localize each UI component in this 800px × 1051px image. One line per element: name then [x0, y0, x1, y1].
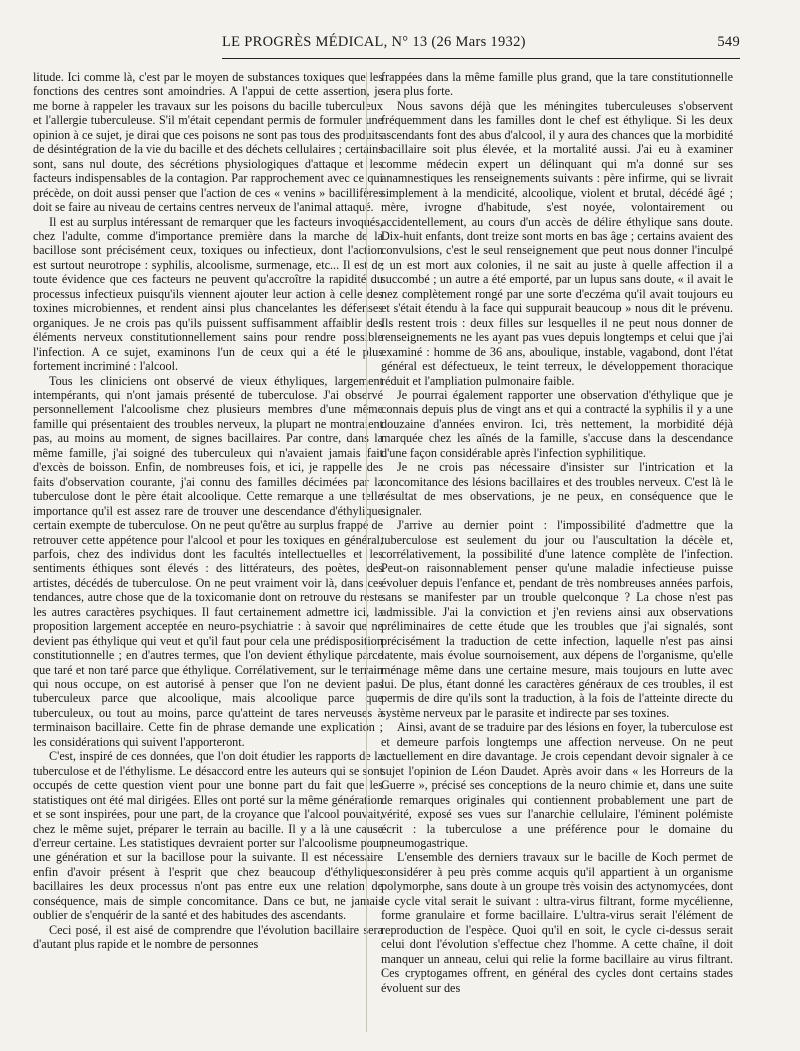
paragraph: L'ensemble des derniers travaux sur le bacille de Koch permet de considérer à peu près comme acquis qu'il appartient à un organisme polymorphe, sans doute à un groupe très voisin des actynomycées, dont le cycle vital serait le suivant : ultra-virus filtrant, forme mycélienne, forme granulaire et forme bacillaire. L'ultra-virus serait l'élément de reproduction de l'espèce. Quoi qu'il en soit, le cycle ci-dessus serait celui dont l'évolution s'effectue chez l'homme. A cette chaîne, il doit manquer un anneau, celui qui relie la forme bacillaire au virus filtrant. Ces cryptogames offrent, en général des cycles dont certains stades évoluent sur des [381, 850, 733, 995]
running-header [222, 34, 740, 56]
paragraph: frappées dans la même famille plus grand, que la tare constitutionnelle sera plus forte. [381, 70, 733, 99]
paragraph: Ainsi, avant de se traduire par des lésions en foyer, la tuberculose est et demeure parfois longtemps une affection nerveuse. On ne peut actuellement en dire davantage. Je crois cependant devoir signaler à ce sujet l'opinion de Léon Daudet. Après avoir dans « les Horreurs de la Guerre », précisé ses conceptions de la neuro chimie et, dans une suite de remarques originales qui contiennent probablement une part de vérité, exposé ses vues sur l'anarchie cellulaire, l'éminent polémiste écrit : la tuberculose a une préférence pour le domaine du pneumogastrique. [381, 720, 733, 851]
right-column [381, 70, 733, 1040]
paragraph: J'arrive au dernier point : l'impossibilité d'admettre que la tuberculose est seulement du jour ou l'auscultation la décèle et, corrélativement, la possibilité d'une latence complète de l'infection. Peut-on raisonnablement penser qu'une maladie infectieuse puisse évoluer depuis l'enfance et, pendant de très nombreuses années parfois, sans se manifester par un trouble quelconque ? La chose n'est pas admissible. J'ai la conviction et j'en reviens ainsi aux observations préliminaires de cette étude que les troubles que j'ai signalés, sont précisément la traduction de cette infection, laquelle n'est pas ainsi latente, mais évolue sournoisement, aux dépens de l'organisme, qu'elle ménage même dans une certaine mesure, mais toujours en lutte avec lui. De plus, étant donné les caractères généraux de ces troubles, il est permis de dire qu'ils sont la traduction, à la fois de l'atteinte directe du système nerveux par le parasite et indirecte par ses toxines. [381, 518, 733, 720]
paragraph: Nous savons déjà que les méningites tuberculeuses s'observent fréquemment dans les familles dont le chef est éthylique. Si les deux ascendants font des abus d'alcool, il y aura des chances que la morbidité bacillaire soit plus élevée, et la mortalité aussi. J'ai eu à examiner comme médecin expert un délinquant qui m'a donné sur ses anamnestiques les renseignements suivants : père infirme, qui se livrait simplement à la mendicité, alcoolique, violent et brutal, décédé âgé ; mère, ivrogne d'habitude, s'est noyée, volontairement ou accidentellement, au cours d'un accès de délire éthylique sans doute. Dix-huit enfants, dont treize sont morts en bas âge ; certains avaient des convulsions, c'est le seul renseignement que peut nous donner l'inculpé ; un est mort aux colonies, il ne sait au juste à quelle affection il a succombé ; un autre a été emporté, par un lupus sans doute, « il avait le nez complètement rongé par une sorte d'eczéma qu'il avait toujours eu et s'était étendu à la face qui suppurait beaucoup » nous dit le prévenu. Ils restent trois : deux filles sur lesquelles il ne peut nous donner de renseignements ne les ayant pas vues depuis longtemps et celui que j'ai examiné : homme de 36 ans, aboulique, instable, vagabond, dont l'état général est défectueux, le teint terreux, le développement thoracique réduit et l'ampliation pulmonaire faible. [381, 98, 733, 388]
journal-title: LE PROGRÈS MÉDICAL, N° 13 (26 Mars 1932) [222, 34, 526, 50]
paragraph: Tous les cliniciens ont observé de vieux éthyliques, largement intempérants, qui n'ont jamais présenté de tuberculose. J'ai observé personnellement l'alcoolisme chez plusieurs membres d'une même famille qui présentaient des troubles nerveux, la plupart ne montraient pas, au moins au moment, de signes bacillaires. Par contre, dans la même famille, j'ai soigné des tuberculeux qui n'avaient jamais fait d'excès de boisson. Enfin, de nombreuses fois, et ici, je rappelle des faits d'observation courante, j'ai connu des familles décimées par la tuberculose dont le père était alcoolique. Cette remarque a une telle importance qu'il est assez rare de trouver une descendance d'éthylique certain exempte de tuberculose. On ne peut qu'être au surplus frappé de retrouver cette appétence pour l'alcool et pour les toxiques en général, parfois, chez des individus dont les facultés intellectuelles et les sentiments éthiques sont élevés : des littérateurs, des poètes, des artistes, décédés de tuberculose. On ne peut vraiment voir là, dans ces tendances, autre chose que de la toxicomanie dont on retrouve du reste les autres caractères psychiques. Il faut certainement admettre ici, la proposition largement acceptée en neuro-psychiatrie : à savoir que ne devient pas éthylique qui veut et qu'il faut pour cela une prédisposition constitutionnelle ; en d'autres termes, que l'on devient éthylique parce que taré et non taré parce que éthylique. Corrélativement, sur le terrain qui nous occupe, on est autorisé à penser que l'on ne devient pas tuberculeux parce que alcoolique, mais alcoolique parce que tuberculeux, ou tout au moins, parce qu'atteint de tares nerveuses à terminaison bacillaire. Cette fin de phrase demande une explication ; les considérations qui suivent l'apporteront. [33, 373, 383, 749]
page-number: 549 [717, 34, 740, 50]
paragraph: Il est au surplus intéressant de remarquer que les facteurs invoqués, chez l'adulte, comme d'importance première dans la marche de la bacillose sont précisément ceux, toxiques ou infectieux, dont l'action est surtout neurotrope : syphilis, alcoolisme, surmenage, etc... Il est de toute évidence que ces facteurs ne peuvent qu'accroître la rapidité du processus infectieux puisqu'ils viennent ajouter leur action à celle des toxines microbiennes, et rendent ainsi plus chancelantes les défenses organiques. Je ne crois pas qu'ils puissent suffisamment affaiblir des éléments nerveux constitutionnellement sains pour rendre possible l'infection. A ce sujet, examinons l'un de ceux qui a été le plus fortement incriminé : l'alcool. [33, 214, 383, 374]
paragraph: C'est, inspiré de ces données, que l'on doit étudier les rapports de la tuberculose et de l'éthylisme. Le désaccord entre les auteurs qui se sont occupés de cette question vient pour une bonne part du fait que les statistiques ont été mal dirigées. Elles ont porté sur la même génération et se sont inspirées, pour une part, de la croyance que l'alcool pouvait, chez le même sujet, préparer le terrain au bacille. Il y a là une cause d'erreur certaine. Les statistiques devraient porter sur l'alcoolisme pour une génération et sur la bacillose pour la suivante. Il est nécessaire enfin d'avoir présent à l'esprit que chez beaucoup d'éthyliques bacillaires les deux processus n'ont pas entre eux une relation de conséquence, mais de simple concomitance. Dans ce but, ne jamais oublier de s'enquérir de la santé et des habitudes des ascendants. [33, 749, 383, 923]
header-rule [222, 58, 740, 59]
paragraph: Je ne crois pas nécessaire d'insister sur l'intrication et la concomitance des lésions bacillaires et des troubles nerveux. C'est là le résultat de mes observations, je ne peux, en conséquence que le signaler. [381, 460, 733, 518]
column-divider [366, 72, 367, 1032]
paragraph: Ceci posé, il est aisé de comprendre que l'évolution bacillaire sera d'autant plus rapide et le nombre de personnes [33, 922, 383, 952]
paragraph: Je pourrai également rapporter une observation d'éthylique que je connais depuis plus de vingt ans et qui a contracté la syphilis il y a une douzaine d'années environ. Ici, très nettement, la morbidité déjà marquée chez les aînés de la famille, s'accuse dans la descendance d'une façon considérable après l'infection syphilitique. [381, 387, 733, 460]
left-column [33, 70, 383, 1040]
paragraph: litude. Ici comme là, c'est par le moyen de substances toxiques que les fonctions des centres sont amoindries. A l'appui de cette assertion, je me borne à rappeler les travaux sur les poisons du bacille tuberculeux et l'allergie tuberculeuse. S'il m'était cependant permis de formuler une opinion à ce sujet, je dirai que ces poisons ne sont pas tous des produits de désintégration de la vie du bacille et des déchets cellulaires ; certains sont, sans nul doute, des sécrétions physiologiques d'attaque et les facteurs indispensables de la contagion. Par rapprochement avec ce qui précède, on doit aussi penser que l'action de ces « venins » bacillifères doit se faire au niveau de certains centres nerveux de l'animal attaqué. [33, 70, 383, 215]
